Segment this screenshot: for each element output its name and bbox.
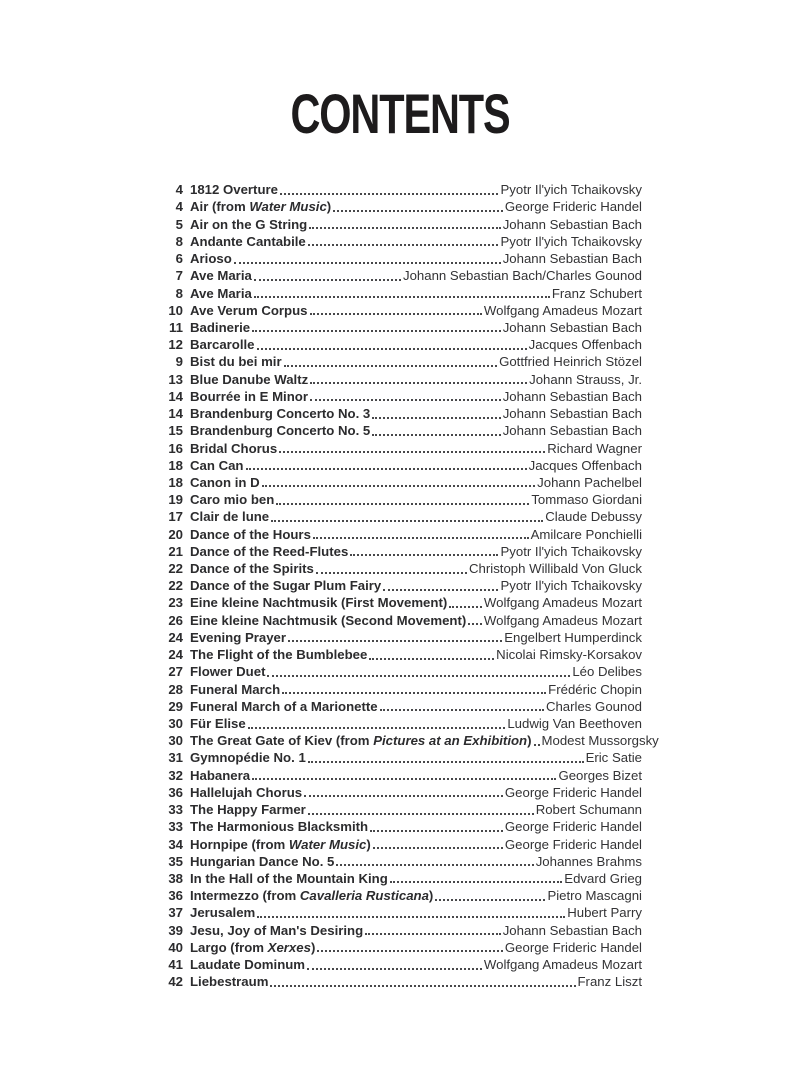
toc-leader [280,193,498,195]
toc-leader [383,589,498,591]
toc-page-number: 22 [168,578,183,594]
toc-row [160,594,642,611]
toc-leader [534,744,540,746]
toc-page-number: 18 [168,457,183,473]
toc-row [160,543,642,560]
toc-page-number: 39 [168,922,183,938]
toc-composer: Pietro Mascagni [547,888,642,904]
toc-composer: Johann Sebastian Bach [502,388,642,404]
toc-composer: Jacques Offenbach [528,457,642,473]
toc-page-number: 14 [168,406,183,422]
toc-leader [252,330,501,332]
toc-leader [350,554,498,556]
toc-list [160,181,659,990]
toc-page-number: 11 [169,319,183,335]
toc-title: Hallelujah Chorus [190,784,303,800]
toc-row [160,715,642,732]
toc-composer: Franz Schubert [551,285,642,301]
toc-composer: Johann Sebastian Bach [502,251,642,267]
toc-leader [288,640,502,642]
toc-leader [370,830,503,832]
toc-title: Badinerie [190,319,251,335]
toc-leader [307,968,482,970]
toc-row [160,525,642,542]
toc-title: Dance of the Hours [190,526,311,542]
page-title-text: CONTENTS [290,82,510,145]
toc-row [160,422,642,439]
toc-leader [308,244,499,246]
toc-leader [333,210,503,212]
toc-row [160,732,659,749]
toc-page-number: 16 [168,440,183,456]
toc-page-number: 4 [175,182,183,198]
toc-row [160,181,642,198]
toc-title: Blue Danube Waltz [190,371,309,387]
toc-title: Habanera [190,767,251,783]
toc-row [160,457,642,474]
toc-title: Hungarian Dance No. 5 [190,853,335,869]
toc-composer: Nicolai Rimsky-Korsakov [496,647,642,663]
toc-title: Liebestraum [190,974,269,990]
toc-leader [252,778,556,780]
toc-composer: Johann Sebastian Bach [502,319,642,335]
toc-page-number: 14 [168,388,183,404]
toc-title: Caro mio ben [190,492,275,508]
toc-title: Funeral March [190,681,281,697]
toc-page-number: 22 [168,561,183,577]
toc-title: Bist du bei mir [190,354,282,370]
toc-composer: Engelbert Humperdinck [504,629,642,645]
toc-composer: Johann Sebastian Bach [502,216,642,232]
toc-title: Jerusalem [190,905,256,921]
toc-page-number: 19 [168,492,183,508]
toc-title: Gymnopédie No. 1 [190,750,306,766]
toc-leader [271,520,543,522]
toc-composer: Johann Sebastian Bach [502,922,642,938]
toc-composer: Pyotr Il'yich Tchaikovsky [500,543,642,559]
toc-page-number: 10 [168,302,183,318]
toc-leader [308,761,584,763]
toc-leader [310,399,501,401]
toc-composer: Edvard Grieg [564,870,642,886]
toc-row [160,370,642,387]
toc-page-number: 41 [168,957,183,973]
toc-leader [282,692,546,694]
toc-leader [257,916,565,918]
toc-row [160,698,642,715]
toc-page-number: 8 [175,285,183,301]
toc-row [160,956,642,973]
toc-title: Dance of the Reed-Flutes [190,543,349,559]
toc-leader [380,709,544,711]
toc-page-number: 32 [168,767,183,783]
toc-leader [309,227,500,229]
toc-composer: Robert Schumann [535,802,642,818]
toc-page-number: 34 [168,836,183,852]
toc-row [160,250,642,267]
toc-title: Laudate Dominum [190,957,306,973]
toc-row [160,766,642,783]
toc-composer: Amilcare Ponchielli [530,526,642,542]
toc-page-number: 27 [168,664,183,680]
toc-leader [310,382,527,384]
toc-page-number: 33 [168,802,183,818]
toc-page-number: 40 [168,939,183,955]
toc-row [160,973,642,990]
toc-composer: Wolfgang Amadeus Mozart [483,957,642,973]
toc-title: Intermezzo (from Cavalleria Rusticana) [190,888,434,904]
toc-page-number: 6 [175,251,183,267]
toc-composer: George Frideric Handel [504,836,642,852]
toc-leader [257,348,527,350]
toc-leader [267,675,570,677]
toc-page-number: 42 [168,974,183,990]
toc-leader [248,727,506,729]
toc-row [160,663,642,680]
toc-title: 1812 Overture [190,182,278,198]
toc-composer: Pyotr Il'yich Tchaikovsky [500,233,642,249]
toc-row [160,439,642,456]
toc-page-number: 36 [168,888,183,904]
toc-leader [254,296,550,298]
toc-leader [313,537,529,539]
toc-leader [468,623,482,625]
toc-row [160,611,642,628]
toc-title: Flower Duet [190,664,266,680]
toc-leader [390,881,563,883]
toc-composer: Johannes Brahms [535,853,642,869]
toc-title: Arioso [190,251,232,267]
toc-row [160,629,642,646]
toc-page-number: 30 [168,716,183,731]
toc-leader [365,933,501,935]
toc-page-number: 18 [168,474,183,490]
toc-page-number: 30 [168,733,183,749]
toc-composer: Ludwig Van Beethoven [507,716,642,731]
toc-row [160,405,642,422]
toc-title: Dance of the Spirits [190,561,314,577]
toc-page-number: 17 [168,509,183,525]
toc-page-number: 4 [175,199,183,215]
toc-title: Brandenburg Concerto No. 5 [190,423,371,439]
toc-page-number: 5 [175,216,183,232]
toc-row [160,233,642,250]
toc-row [160,336,642,353]
toc-title: In the Hall of the Mountain King [190,870,388,886]
toc-page-number: 35 [168,853,183,869]
toc-leader [284,365,497,367]
toc-title: Jesu, Joy of Man's Desiring [190,922,364,938]
toc-row [160,319,642,336]
toc-page-number: 9 [175,354,183,370]
toc-composer: Wolfgang Amadeus Mozart [483,612,642,628]
toc-title: Dance of the Sugar Plum Fairy [190,578,382,594]
toc-page-number: 31 [168,750,183,766]
toc-composer: Hubert Parry [567,905,642,921]
toc-composer: Pyotr Il'yich Tchaikovsky [500,578,642,594]
toc-row [160,887,642,904]
toc-leader [279,451,545,453]
toc-row [160,388,642,405]
toc-row [160,904,642,921]
toc-composer: Johann Sebastian Bach [502,423,642,439]
toc-page-number: 24 [168,647,183,663]
toc-composer: George Frideric Handel [504,939,642,955]
toc-row [160,215,642,232]
toc-leader [435,899,545,901]
toc-title: Barcarolle [190,337,255,353]
toc-row [160,921,642,938]
toc-title: The Great Gate of Kiev (from Pictures at an Exhibition) [190,733,532,749]
toc-leader [316,572,467,574]
toc-title: Clair de lune [190,509,270,525]
toc-leader [317,950,503,952]
toc-composer: Johann Sebastian Bach/Charles Gounod [402,268,642,284]
toc-page-number: 37 [168,905,183,921]
toc-row [160,784,642,801]
toc-page-number: 33 [168,819,183,835]
toc-page-number: 24 [168,629,183,645]
toc-row [160,198,642,215]
toc-leader [246,468,527,470]
toc-title: Bourrée in E Minor [190,388,308,404]
toc-composer: Gottfried Heinrich Stözel [499,354,642,370]
toc-composer: Georges Bizet [558,767,642,783]
page-title [0,82,800,145]
toc-leader [336,864,533,866]
toc-composer: Franz Liszt [577,974,642,990]
toc-title: Largo (from Xerxes) [190,939,316,955]
toc-composer: Wolfgang Amadeus Mozart [483,595,642,611]
toc-title: Ave Maria [190,268,252,284]
toc-title: Hornpipe (from Water Music) [190,836,371,852]
toc-composer: Charles Gounod [545,698,642,714]
toc-page-number: 13 [168,371,183,387]
toc-title: The Flight of the Bumblebee [190,647,368,663]
toc-title: Eine kleine Nachtmusik (Second Movement) [190,612,467,628]
toc-row [160,870,642,887]
toc-title: Eine kleine Nachtmusik (First Movement) [190,595,448,611]
toc-leader [310,313,482,315]
toc-leader [449,606,482,608]
toc-row [160,577,642,594]
toc-leader [308,813,534,815]
toc-page-number: 7 [175,268,183,284]
toc-row [160,939,642,956]
toc-page-number: 20 [168,526,183,542]
toc-page-number: 36 [168,784,183,800]
toc-composer: Johann Sebastian Bach [502,406,642,422]
toc-composer: Léo Delibes [572,664,642,680]
toc-leader [304,795,503,797]
toc-composer: Wolfgang Amadeus Mozart [483,302,642,318]
toc-leader [369,658,494,660]
toc-title: Ave Maria [190,285,252,301]
toc-composer: Frédéric Chopin [548,681,642,697]
toc-row [160,646,642,663]
toc-title: Andante Cantabile [190,233,306,249]
toc-leader [254,279,401,281]
toc-leader [372,417,500,419]
toc-title: The Happy Farmer [190,802,306,818]
toc-composer: Modest Mussorgsky [541,733,659,749]
toc-leader [262,485,536,487]
toc-row [160,284,642,301]
toc-page-number: 15 [168,423,183,439]
toc-title: Evening Prayer [190,629,287,645]
toc-title: Funeral March of a Marionette [190,698,378,714]
toc-page-number: 38 [168,870,183,886]
toc-composer: Christoph Willibald Von Gluck [469,561,642,577]
toc-page-number: 29 [168,698,183,714]
toc-composer: George Frideric Handel [504,199,642,215]
toc-leader [373,847,503,849]
toc-row [160,801,642,818]
toc-page-number: 23 [168,595,183,611]
toc-leader [372,434,500,436]
toc-row [160,818,642,835]
toc-row [160,267,642,284]
toc-composer: George Frideric Handel [504,819,642,835]
toc-page-number: 12 [168,337,183,353]
toc-page-number: 21 [168,543,183,559]
toc-page-number: 26 [168,612,183,628]
toc-title: Brandenburg Concerto No. 3 [190,406,371,422]
toc-row [160,474,642,491]
toc-page-number: 8 [175,233,183,249]
toc-composer: Jacques Offenbach [528,337,642,353]
toc-title: Air on the G String [190,216,308,232]
toc-title: Canon in D [190,474,260,490]
toc-composer: Tommaso Giordani [531,492,642,508]
toc-title: Bridal Chorus [190,440,278,456]
toc-composer: Richard Wagner [547,440,642,456]
toc-title: Can Can [190,457,244,473]
toc-title: Für Elise [190,716,246,731]
toc-row [160,853,642,870]
toc-row [160,835,642,852]
toc-composer: Eric Satie [585,750,642,766]
toc-title: The Harmonious Blacksmith [190,819,369,835]
toc-leader [276,503,529,505]
toc-row [160,680,642,697]
toc-row [160,491,642,508]
toc-composer: Johann Pachelbel [537,474,642,490]
toc-row [160,749,642,766]
toc-row [160,508,642,525]
toc-page-number: 28 [168,681,183,697]
toc-title: Air (from Water Music) [190,199,332,215]
toc-composer: Johann Strauss, Jr. [529,371,642,387]
toc-leader [270,985,575,987]
toc-row [160,353,642,370]
toc-title: Ave Verum Corpus [190,302,308,318]
toc-composer: Claude Debussy [545,509,642,525]
toc-row [160,302,642,319]
toc-composer: George Frideric Handel [504,784,642,800]
toc-row [160,560,642,577]
toc-leader [234,262,501,264]
toc-composer: Pyotr Il'yich Tchaikovsky [500,182,642,198]
